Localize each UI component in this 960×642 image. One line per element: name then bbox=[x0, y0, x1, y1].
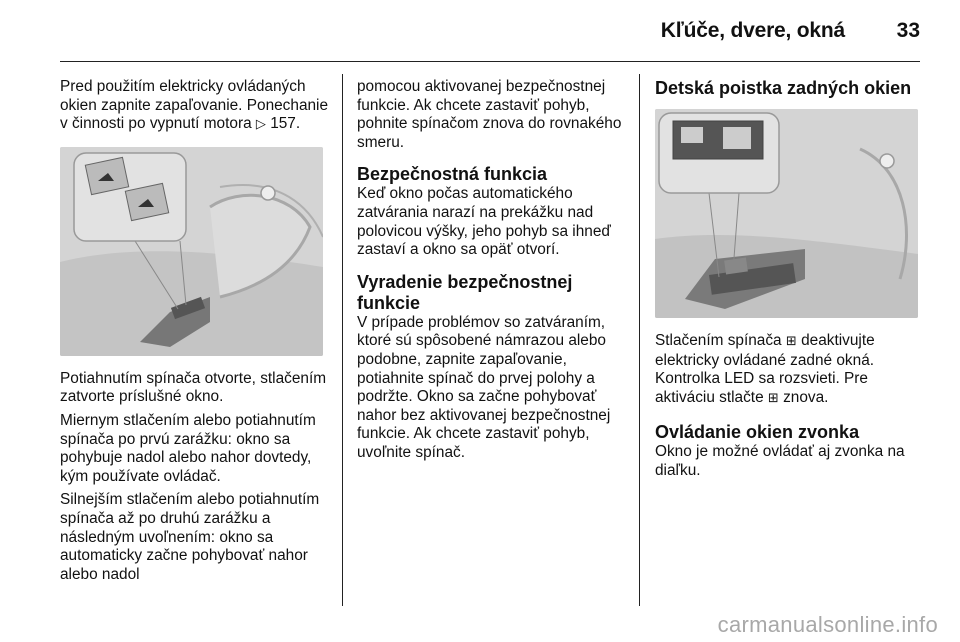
column-divider-2 bbox=[639, 74, 640, 606]
child-lock-text-c: znova. bbox=[783, 388, 829, 406]
heading-safety-function: Bezpečnostná funkcia bbox=[357, 164, 548, 185]
column-2 bbox=[357, 78, 627, 468]
intro-paragraph bbox=[60, 78, 330, 135]
heading-remote-control: Ovládanie okien zvonka bbox=[655, 422, 860, 443]
intro-text: Pred použitím elektricky ovládaných okien zapnite zapaľovanie. Ponechanie v činnosti po vypnutí motora bbox=[60, 78, 329, 133]
paragraph-second-detent: Silnejším stlačením alebo potiahnutím spínača až po druhú zarážku a následným uvoľnením: okno sa automaticky začne pohybovať nahor alebo nadol bbox=[60, 491, 320, 583]
child-lock-text-b: deaktivujte elektricky ovládané zadné okná. Kontrolka LED sa rozsvieti. Pre aktiváciu stlačte bbox=[655, 332, 875, 406]
page-number: 33 bbox=[896, 19, 920, 42]
paragraph-child-lock bbox=[655, 332, 925, 408]
page-reference-arrow-icon: ▷ bbox=[255, 117, 266, 133]
page-reference-number: 157. bbox=[270, 115, 301, 133]
column-divider-1 bbox=[342, 74, 343, 606]
watermark: carmanualsonline.info bbox=[717, 612, 938, 637]
heading-disable-safety: Vyradenie bezpečnostnej funkcie bbox=[357, 271, 573, 313]
child-lock-text-a: Stlačením spínača bbox=[655, 332, 782, 349]
window-switch-drawing bbox=[60, 147, 323, 356]
paragraph-continuation: pomocou aktivovanej bezpečnostnej funkcie. Ak chcete zastaviť pohyb, pohnite spínačom znova do rovnakého smeru. bbox=[357, 78, 622, 151]
column-3 bbox=[655, 78, 925, 486]
paragraph-safety-function: Keď okno počas automatického zatvárania narazí na prekážku nad polovicou výšky, jeho pohyb sa ihneď zastaví a okno sa opäť otvorí. bbox=[357, 185, 611, 259]
child-lock-window-icon: ⊞ bbox=[785, 334, 797, 349]
paragraph-open-close: Potiahnutím spínača otvorte, stlačením zatvorte príslušné okno. bbox=[60, 369, 327, 406]
window-switch-illustration bbox=[60, 147, 323, 356]
paragraph-remote-control: Okno je možné ovládať aj zvonka na diaľku. bbox=[655, 443, 905, 479]
heading-child-lock: Detská poistka zadných okien bbox=[655, 78, 912, 98]
child-lock-illustration bbox=[655, 109, 918, 318]
page-header-title: Kľúče, dvere, okná bbox=[660, 19, 845, 42]
header-rule bbox=[60, 61, 920, 62]
column-1 bbox=[60, 78, 330, 589]
child-lock-window-icon: ⊞ bbox=[767, 390, 779, 406]
paragraph-disable-safety: V prípade problémov so zatváraním, ktoré sú spôsobené námrazou alebo podobne, zapnite zapaľovanie, potiahnite spínač do prvej polohy a podržte. Okno sa začne pohybovať nahor bez aktivovanej bezpečnostnej funkcie. Ak chcete zastaviť pohyb, uvoľnite spínač. bbox=[357, 313, 611, 461]
paragraph-first-detent: Miernym stlačením alebo potiahnutím spínača po prvú zarážku: okno sa pohybuje nadol alebo nahor dovtedy, kým používate ovládač. bbox=[60, 411, 316, 485]
child-lock-drawing bbox=[655, 109, 918, 318]
